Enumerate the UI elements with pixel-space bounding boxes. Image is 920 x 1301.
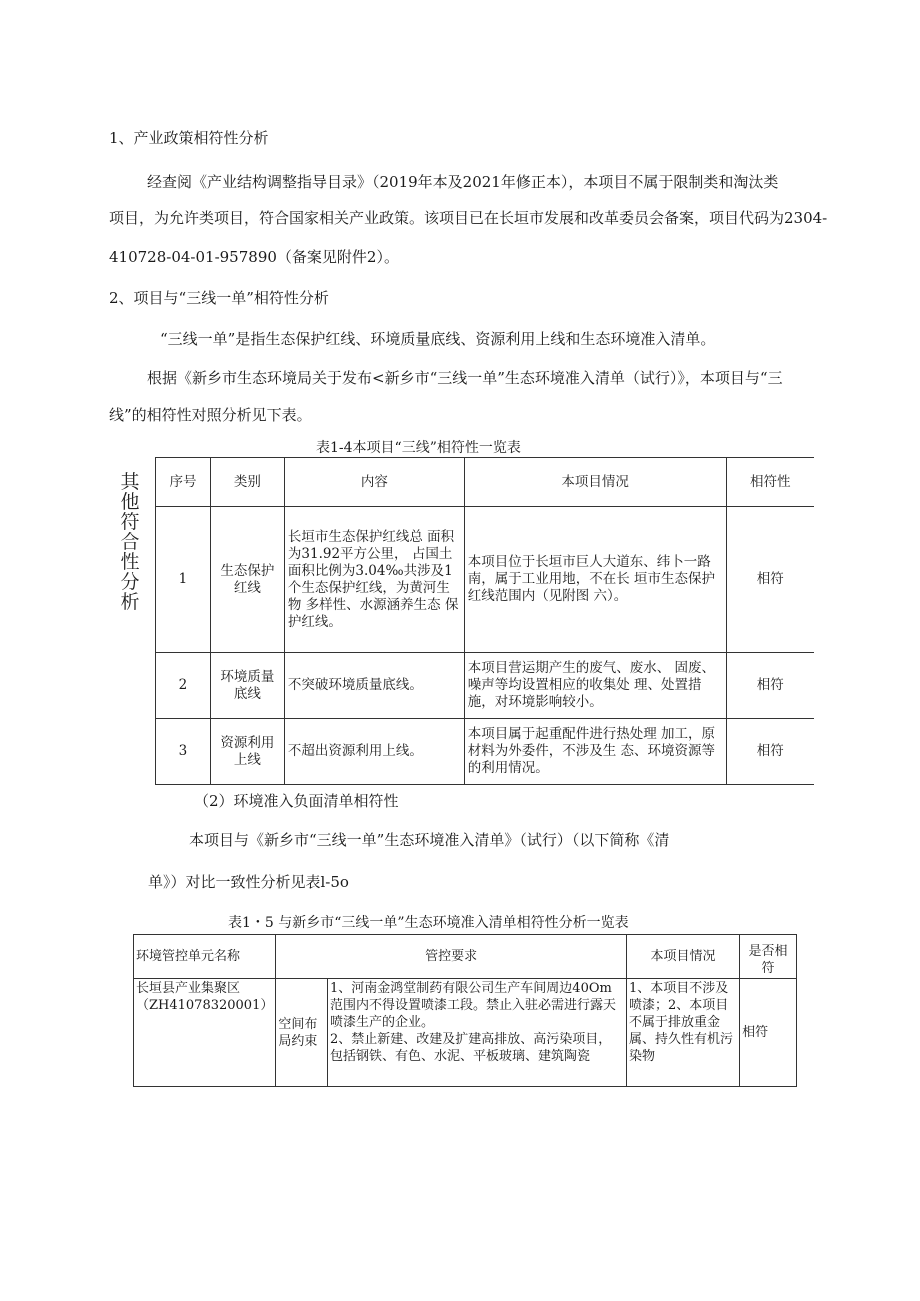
cell-content: 不突破环境质量底线。 [284,653,464,719]
cell-category: 生态保护红线 [210,507,284,653]
mid-paragraph-line-1: 本项目与《新乡市“三线一单”生态环境准入清单》（试行）（以下简称《清 [189,831,670,849]
table-1-4 [155,457,814,785]
section-2-paragraph-2-line-1: 根据《新乡市生态环境局关于发布<新乡市“三线一单”生态环境准入清单（试行）》，本项目与“三 [147,369,783,387]
section-2-paragraph-1: “三线一单”是指生态保护红线、环境质量底线、资源利用上线和生态环境准入清单。 [160,330,716,348]
side-label-char: 性 [120,551,140,573]
header-category: 类别 [210,458,284,507]
section-1-paragraph-line-2: 项目，为允许类项目，符合国家相关产业政策。该项目已在长垣市发展和改革委员会备案，项目代码为2304- [109,209,828,227]
side-label-char: 他 [120,491,140,513]
cell-content: 长垣市生态保护红线总 面积为31.92平方公里， 占国土面积比例为3.04‰共涉及1个生态保护红线，为黄河生物 多样性、水源涵养生态 保护红线。 [284,507,464,653]
header-conform: 是否相符 [740,935,797,979]
side-label [117,472,143,612]
cell-constraint-type: 空间布局约束 [276,979,328,1087]
header-situation: 本项目情况 [464,458,726,507]
section-2-heading: 2、项目与“三线一单”相符性分析 [109,289,329,307]
cell-situation: 本项目位于长垣市巨人大道东、纬卜一路南，属于工业用地，不在长 垣市生态保护红线范围内（见附图 六）。 [464,507,726,653]
section-1-paragraph-line-1: 经查阅《产业结构调整指导目录》（2019年本及2021年修正本），本项目不属于限制类和淘汰类 [147,173,779,191]
cell-no: 2 [156,653,211,719]
cell-requirements [328,979,627,1087]
header-no: 序号 [156,458,211,507]
header-conform: 相符性 [726,458,814,507]
side-label-char: 符 [120,511,140,533]
mid-paragraph-line-2: 单》）对比一致性分析见表l-5o [148,873,349,891]
cell-situation: 本项目属于起重配件进行热处理 加工，原材料为外委件，不涉及生 态、环境资源等的利用情况。 [464,719,726,785]
sub-heading-negative-list: （2）环境准入负面清单相符性 [194,792,399,810]
table-row [134,979,797,1087]
section-1-heading: 1、产业政策相符性分析 [109,129,269,147]
table-row [156,653,815,719]
cell-conform: 相符 [726,653,814,719]
side-label-char: 合 [120,531,140,553]
cell-no: 3 [156,719,211,785]
cell-no: 1 [156,507,211,653]
requirement-1: 1、河南金鸿堂制药有限公司生产车间周边40Om范围内不得设置喷漆工段。禁止入驻必需进行露天喷漆生产的企业。 [330,981,617,1030]
side-label-char: 其 [120,471,140,493]
table-row [156,719,815,785]
header-situation: 本项目情况 [627,935,740,979]
cell-unit-name: 长垣县产业集聚区（ZH41078320001） [134,979,276,1087]
cell-category: 环境质量底线 [210,653,284,719]
cell-conform: 相符 [726,507,814,653]
cell-category: 资源利用上线 [210,719,284,785]
section-2-paragraph-2-line-2: 线”的相符性对照分析见下表。 [109,406,312,424]
header-requirement: 管控要求 [276,935,627,979]
side-label-char: 析 [120,591,140,613]
cell-content: 不超出资源利用上线。 [284,719,464,785]
table-1-5-caption: 表1・5 与新乡市“三线一单”生态环境准入清单相符性分析一览表 [228,915,629,931]
section-1-paragraph-line-3: 410728-04-01-957890（备案见附件2）。 [109,248,399,266]
table-header-row [156,458,815,507]
cell-conform: 相符 [740,979,797,1087]
table-1-4-caption: 表1-4本项目“三线”相符性一览表 [316,440,521,456]
requirement-2: 2、禁止新建、改建及扩建高排放、高污染项目，包括钢铁、有色、水泥、平板玻璃、建筑陶瓷 [330,1032,612,1064]
side-label-char: 分 [120,571,140,593]
table-header-row [134,935,797,979]
cell-situation: 本项目营运期产生的废气、废水、 固废、噪声等均设置相应的收集处 理、处置措施，对环境影响较小。 [464,653,726,719]
header-unit-name: 环境管控单元名称 [134,935,276,979]
table-row [156,507,815,653]
header-content: 内容 [284,458,464,507]
cell-situation: 1、本项目不涉及喷漆；2、本项目不属于排放重金属、持久性有机污染物 [627,979,740,1087]
cell-conform: 相符 [726,719,814,785]
table-1-5 [133,934,797,1087]
